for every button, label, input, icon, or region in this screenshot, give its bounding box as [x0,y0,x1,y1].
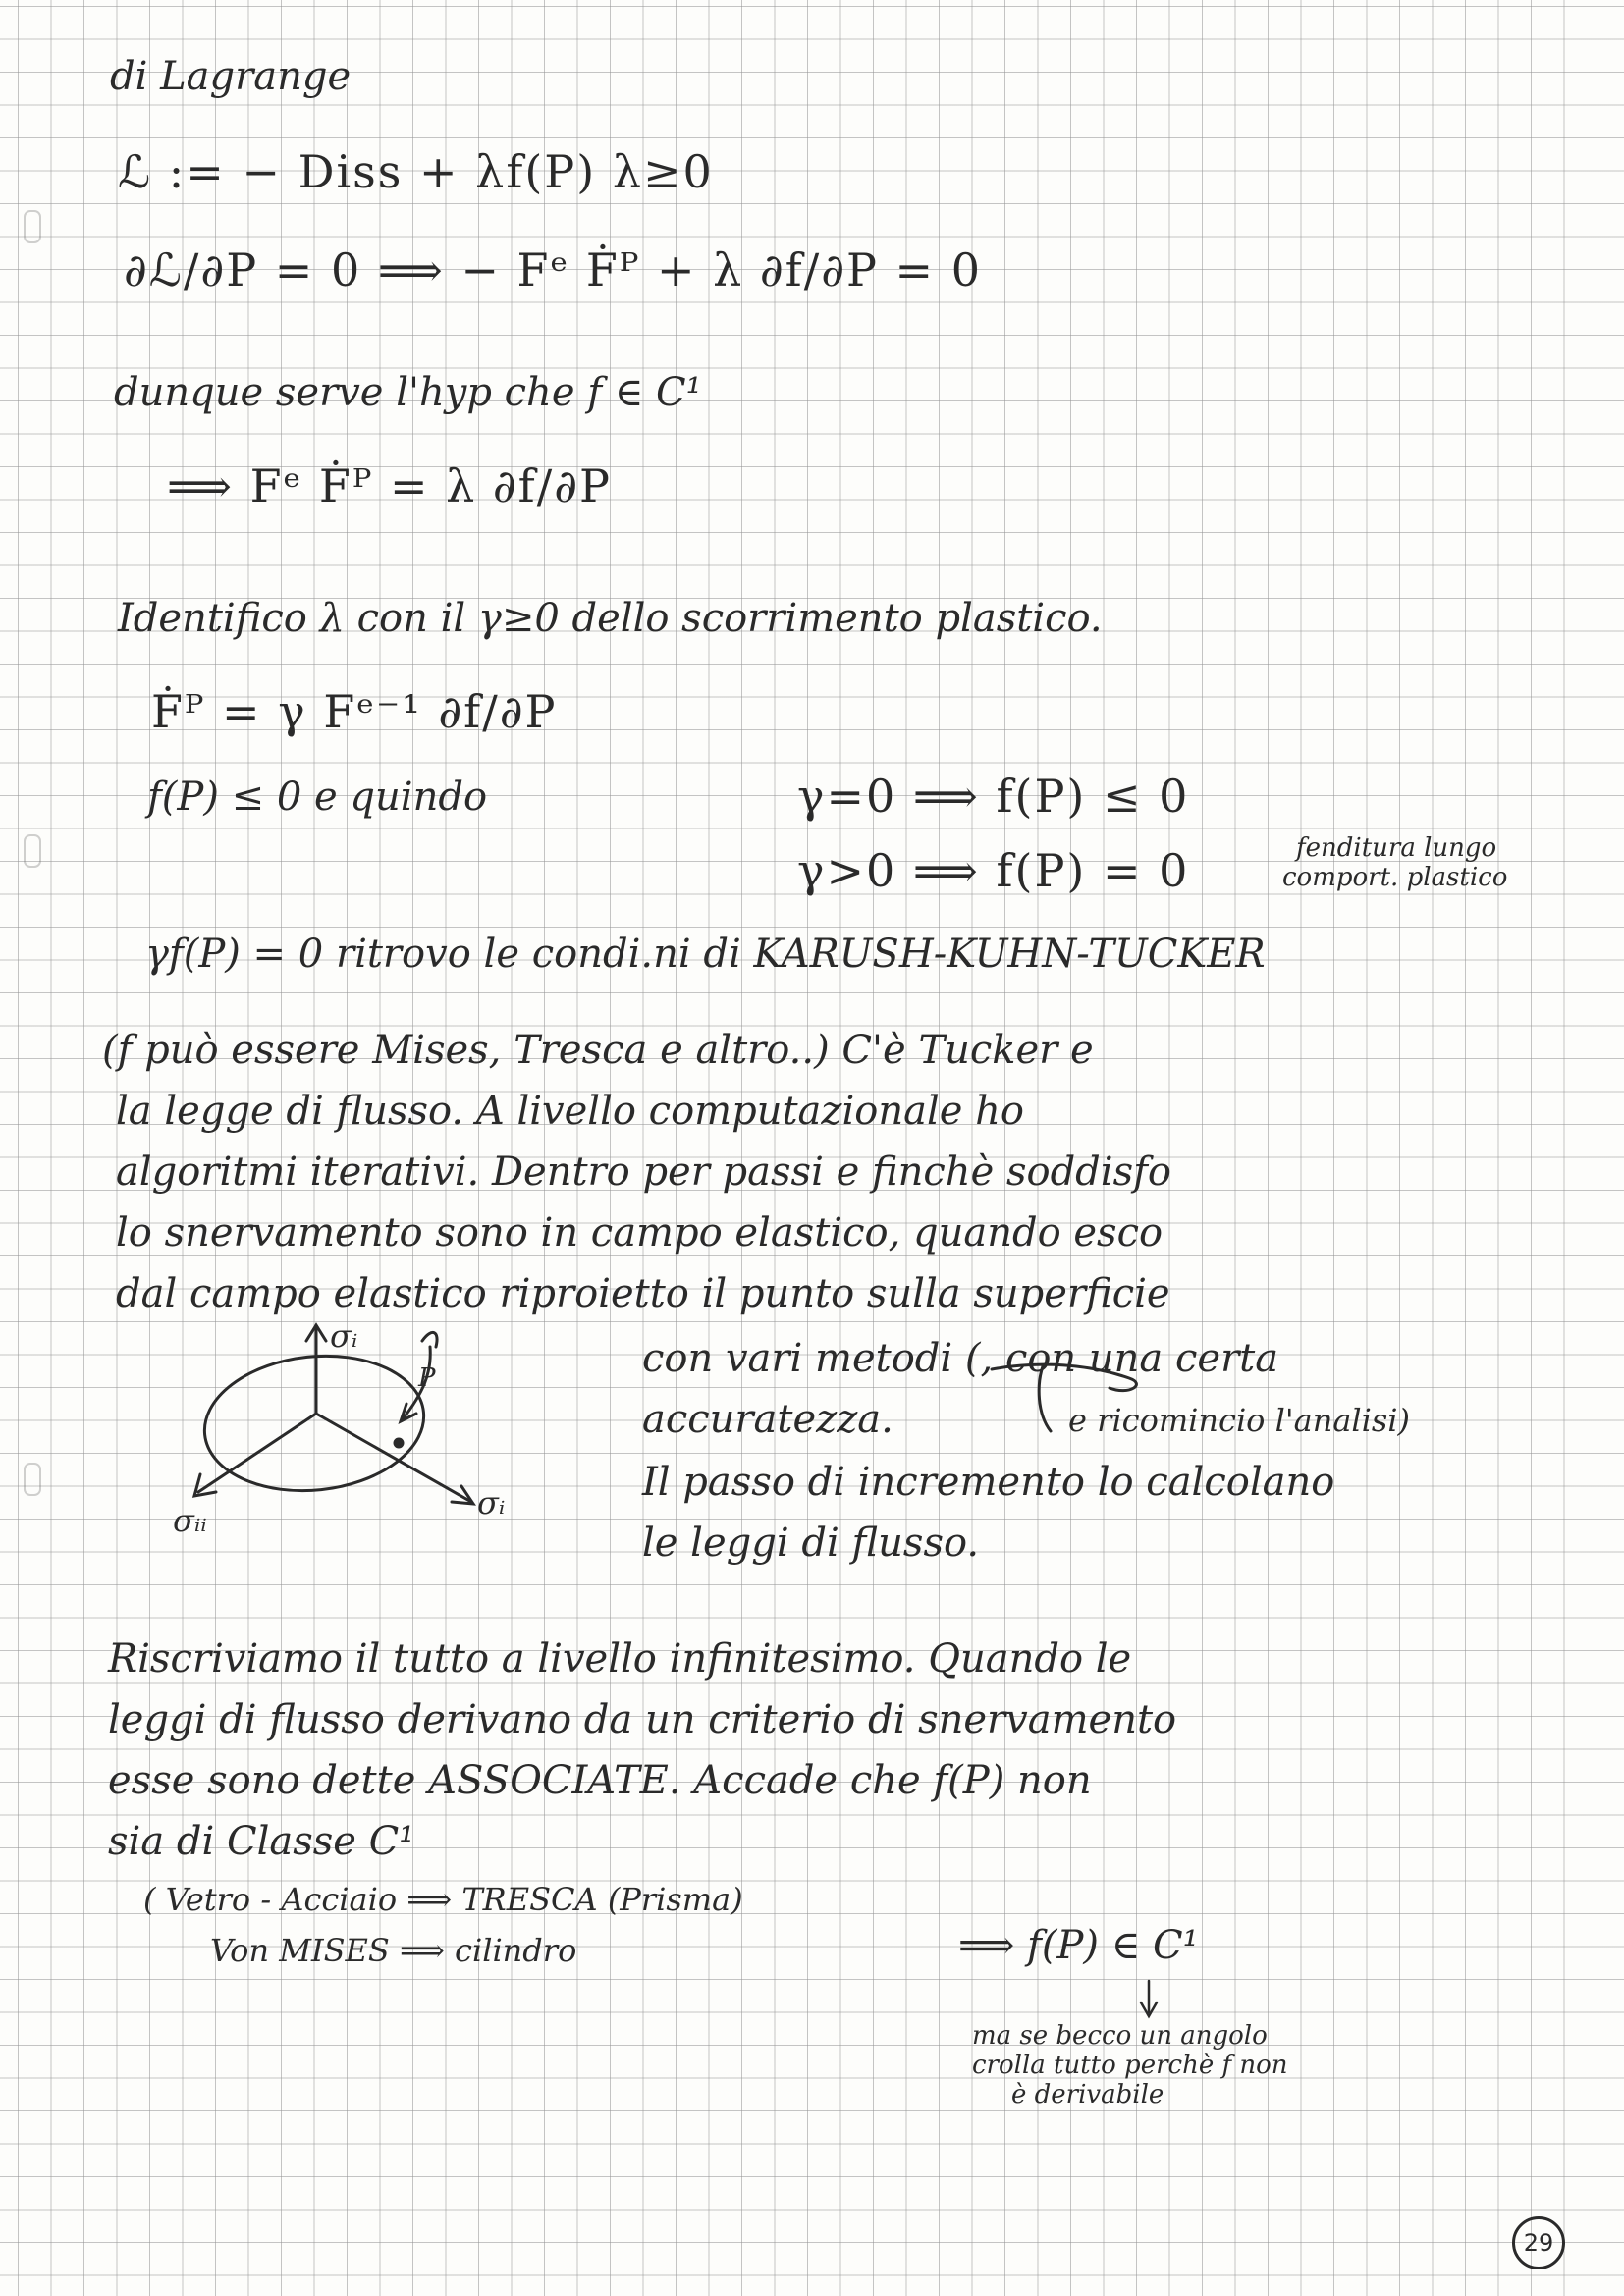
paragraph-line: dal campo elastico riproietto il punto sulla superficie [116,1271,1170,1316]
identify-line: Identifico λ con il γ≥0 dello scorrimento plastico. [118,596,1103,641]
flow-rule-eq: Ḟᴾ = γ Fᵉ⁻¹ ∂f/∂P [151,685,558,738]
rescale-line: esse sono dette ASSOCIATE. Accade che f(P) non [108,1758,1092,1803]
paragraph-line: algoritmi iterativi. Dentro per passi e finchè soddisfo [116,1149,1171,1195]
diagram-point-label: P [418,1363,436,1393]
condition-note: fenditura lungo [1296,833,1497,863]
condition-note: comport. plastico [1282,863,1508,892]
condition-gamma-zero: γ=0 ⟹ f(P) ≤ 0 [797,770,1190,823]
projection-line: Il passo di incremento lo calcolano [642,1460,1335,1505]
projection-line: le leggi di flusso. [642,1521,980,1566]
footnote-line: è derivabile [1011,2080,1164,2109]
footnote-line: crolla tutto perchè f non [972,2051,1288,2080]
diagram-axis-label: σᵢᵢ [173,1502,207,1539]
projection-line: accuratezza. [642,1397,893,1442]
footnote-line: ma se becco un angolo [972,2021,1268,2051]
condition-gamma-positive: γ>0 ⟹ f(P) = 0 [797,844,1190,897]
rescale-line: Riscriviamo il tutto a livello infinitesimo. Quando le [108,1636,1132,1682]
example-arrow: ⟹ f(P) ∈ C¹ [958,1923,1199,1968]
hypothesis-line: dunque serve l'hyp che f ∈ C¹ [114,370,702,415]
diagram-axis-label: σᵢ [330,1317,358,1355]
condition-left: f(P) ≤ 0 e quindo [147,774,488,820]
result-eq: ⟹ Fᵉ Ḟᴾ = λ ∂f/∂P [167,459,612,512]
paragraph-line: la legge di flusso. A livello computazionale ho [116,1089,1024,1134]
paragraph-line: lo snervamento sono in campo elastico, quando esco [116,1210,1164,1255]
lagrangian-eq: ℒ := − Diss + λf(P) λ≥0 [118,145,714,198]
diagram-axis-label: σᵢ [477,1484,506,1522]
note-title: di Lagrange [110,54,352,99]
kkt-line: γf(P) = 0 ritrovo le condi.ni di KARUSH-KUHN-TUCKER [145,932,1266,977]
page-number: 29 [1512,2216,1565,2269]
example-line: ( Vetro - Acciaio ⟹ TRESCA (Prisma) [143,1881,743,1918]
rescale-line: leggi di flusso derivano da un criterio di snervamento [108,1697,1177,1742]
example-line: Von MISES ⟹ cilindro [210,1932,577,1969]
derivative-eq: ∂ℒ/∂P = 0 ⟹ − Fᵉ Ḟᴾ + λ ∂f/∂P = 0 [124,243,982,296]
projection-line: con vari metodi (, con una certa [642,1336,1279,1381]
rescale-line: sia di Classe C¹ [108,1819,415,1864]
projection-line: e ricomincio l'analisi) [1068,1402,1411,1439]
paragraph-line: (f può essere Mises, Tresca e altro..) C'è Tucker e [102,1028,1094,1073]
